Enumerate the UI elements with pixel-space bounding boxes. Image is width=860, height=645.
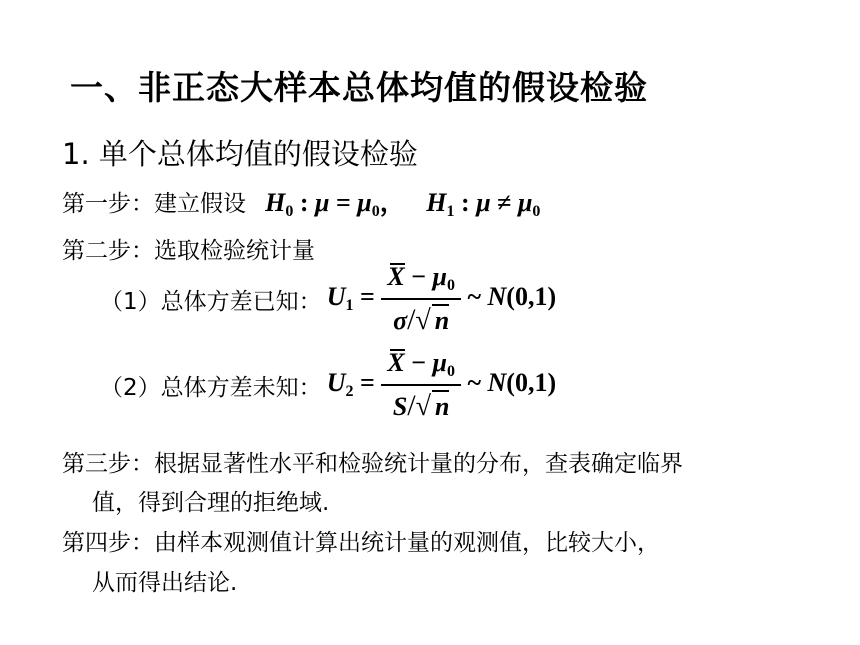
step2-label: 第二步：选取检验统计量: [62, 238, 315, 264]
step1-label: 第一步：建立假设: [62, 191, 246, 217]
normal-dist-symbol: N: [487, 282, 507, 312]
h0-subscript: 0: [285, 203, 294, 220]
n-symbol: n: [432, 390, 449, 422]
slide-subtitle: 1. 单个总体均值的假设检验: [62, 137, 418, 171]
mu-subscript: 0: [446, 277, 455, 294]
mu0-symbol-2: μ: [517, 188, 533, 217]
case2-row: [100, 348, 556, 423]
slash: /: [407, 303, 416, 336]
mu-symbol: μ: [315, 188, 330, 217]
not-equal-sign: ≠: [497, 188, 512, 217]
tilde: ~: [467, 282, 482, 312]
case2-fraction: [381, 348, 461, 423]
mu-symbol-2: μ: [476, 188, 491, 217]
step3-line1: 第三步：根据显著性水平和检验统计量的分布，查表确定临界: [62, 451, 683, 477]
case2-denominator: [381, 384, 461, 423]
mu-symbol: μ: [432, 262, 447, 291]
step1-row: [62, 182, 540, 221]
h0-symbol: H: [265, 188, 286, 217]
u1-subscript: 1: [345, 297, 354, 315]
step4-line2: 从而得出结论.: [92, 570, 238, 596]
case1-denominator: [381, 298, 461, 337]
minus-sign: −: [411, 348, 427, 377]
xbar-symbol: X: [387, 348, 405, 377]
equals-sign: =: [360, 368, 375, 398]
hypothesis-formula: [265, 188, 541, 220]
u1-symbol: U: [326, 282, 346, 312]
normal-dist-symbol: N: [487, 368, 507, 398]
step3-line2: 值，得到合理的拒绝域.: [92, 490, 330, 516]
case2-label: （2）总体方差未知：: [100, 375, 322, 401]
radical-sign: √: [415, 305, 431, 336]
colon: :: [299, 188, 309, 217]
slash: /: [407, 389, 416, 422]
normal-dist-args: (0,1): [506, 368, 557, 398]
case1-label: （1）总体方差已知：: [100, 289, 322, 315]
radical-sign: √: [415, 391, 432, 422]
case1-fraction: [381, 262, 461, 337]
case1-row: [100, 262, 556, 337]
h1-subscript: 1: [446, 203, 455, 220]
n-symbol: n: [432, 304, 449, 336]
case2-formula: [326, 348, 557, 422]
normal-dist-args: (0,1): [506, 282, 557, 312]
equals-sign: =: [360, 282, 375, 312]
minus-sign: −: [411, 262, 427, 291]
separator: ，: [379, 188, 406, 217]
mu-symbol: μ: [432, 348, 447, 377]
u2-symbol: U: [326, 368, 346, 398]
case2-numerator: [381, 348, 461, 384]
sigma-symbol: σ: [393, 306, 408, 335]
colon-2: :: [461, 188, 470, 217]
mu-subscript: 0: [446, 363, 455, 380]
step4-line1: 第四步：由样本观测值计算出统计量的观测值，比较大小，: [62, 530, 660, 556]
u2-subscript: 2: [345, 383, 354, 401]
case1-formula: [326, 262, 557, 336]
mu0-subscript-2: 0: [532, 203, 541, 220]
mu0-subscript: 0: [371, 203, 380, 220]
case1-numerator: [381, 262, 461, 298]
tilde: ~: [467, 368, 482, 398]
slide-title: 一、非正态大样本总体均值的假设检验: [70, 68, 648, 107]
mu0-symbol: μ: [357, 188, 372, 217]
xbar-symbol: X: [387, 262, 405, 291]
equals-sign: =: [335, 188, 351, 217]
s-symbol: S: [392, 392, 408, 421]
h1-symbol: H: [426, 188, 447, 217]
